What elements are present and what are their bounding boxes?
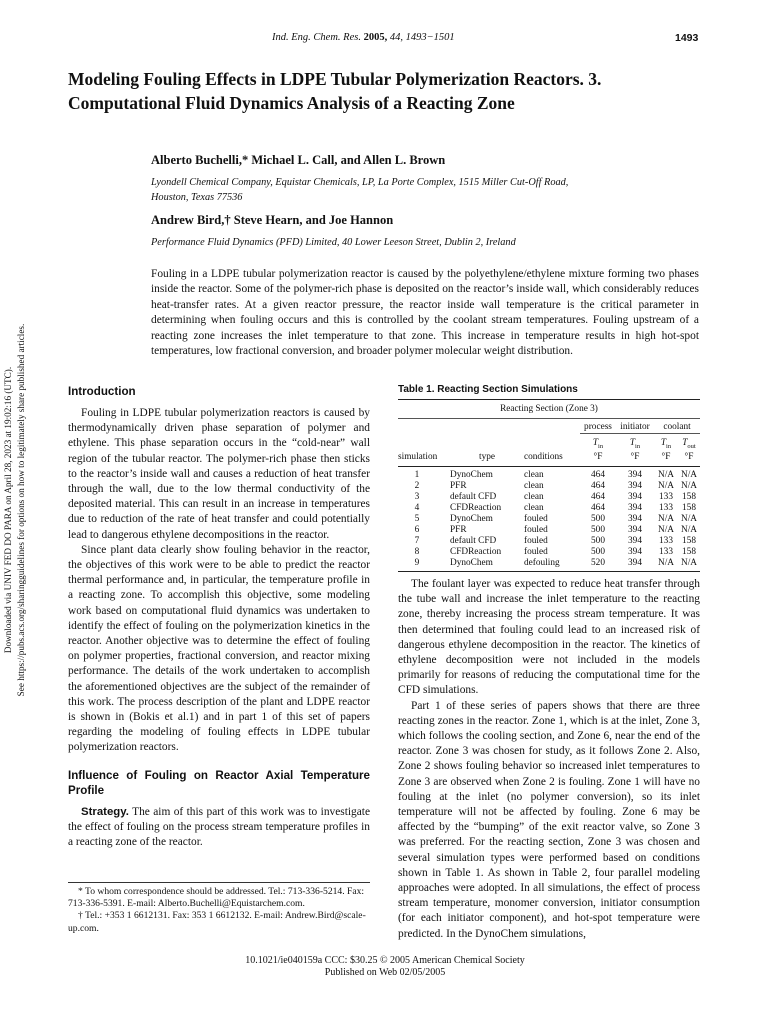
footnotes [68, 882, 370, 935]
cell-coolant-tin: N/A [654, 558, 678, 572]
cell-initiator-tin: 394 [628, 502, 642, 513]
table-row [398, 525, 700, 536]
cell-type: PFR [450, 480, 467, 491]
cell-process-tin: 464 [591, 491, 605, 502]
cell-type: PFR [450, 524, 467, 535]
cell-initiator-tin: 394 [628, 524, 642, 535]
cell-coolant-tout: N/A [680, 524, 697, 535]
col-process-header: process [580, 419, 616, 434]
affiliation-1-line-1: Lyondell Chemical Company, Equistar Chemicals, LP, La Porte Complex, 1515 Miller Cut-Off Road, [151, 177, 569, 188]
table-group-header: Reacting Section (Zone 3) [500, 404, 598, 414]
cell-coolant-tout: 158 [682, 502, 696, 513]
table-row [398, 466, 700, 481]
header-simulation: simulation [398, 452, 450, 467]
table-row [398, 492, 700, 503]
right-column [398, 577, 700, 942]
page-number: 1493 [675, 32, 699, 44]
cell-type: DynoChem [450, 558, 524, 572]
initiator-tin-header [616, 434, 654, 452]
header-conditions: conditions [524, 452, 580, 467]
affiliation-2: Performance Fluid Dynamics (PFD) Limited, 40 Lower Leeson Street, Dublin 2, Ireland [151, 237, 516, 248]
coolant-out-unit: °F [678, 452, 700, 467]
cell-coolant-tin: 133 [659, 502, 673, 513]
table-body [398, 466, 700, 571]
intro-paragraph-2: Since plant data clearly show fouling behavior in the reactor, the objectives of this work were to be able to predict the reactor thermal performance and, in particular, the temperature profile in a reacting zone. To accomplish this objective, some modeling work based on computational fluid dynamics was undertaken to identify the effect of fouling on the polymerization kinetics in the reactor. Another objective was to determine the effect of fouling on polymer properties, fractional conversion, and reactor mixing performance. The details of the work undertaken to accomplish the aforementioned objectives are the subject of the remainder of this work. The process description of the plant and LDPE reactor is shown in (Bokis et al.1) and in part 1 of this set of papers regarding the modeling of fouling effects in LDPE tubular polymerization reactors. [68, 543, 370, 754]
footer-doi-copyright: 10.1021/ie040159a CCC: $30.25 © 2005 American Chemical Society [245, 955, 525, 966]
abstract: Fouling in a LDPE tubular polymerization reactor is caused by the polyethylene/ethylene mixture forming two phases inside the reactor. Some of the polymer-rich phase is deposited on the reactor’s inside wall, which considerably reduces heat-transfer rates. At a given reactor pressure, the reactor inside wall temperature is the critical parameter in determining when fouling occurs and this is controlled by the coolant stream temperatures. Fouling upstream of a reacting zone increases the inlet temperature to that zone. This increase in temperature results in high hot-spot temperatures, low fractional conversion, and broader polymer molecular weight distribution. [151, 268, 699, 358]
cell-process-tin: 500 [591, 546, 605, 557]
cell-simulation: 9 [398, 558, 450, 572]
cell-process-tin: 464 [591, 502, 605, 513]
right-paragraph-2: Part 1 of these series of papers shows that there are three reacting zones in the reactor. Zone 1, which is at the inlet, Zone 3, which follows the cooling section, and Zone 6, near the end of the reactor. Zone 3 was chosen for study, as it follows Zone 2. Also, Zone 2 shows fouling behavior so increased inlet temperatures to Zone 3 are observed when Zone 2 is fouling. Zone 1 will have no fouling at the inlet (no polymer conversion), so its inlet temperature will not be affected by fouling. Zone 6 may be affected by the “bumping” of the exit reactor valve, so Zone 3 was preferred. For the reacting section, Zone 3 was chosen and several simulation types were performed based on conditions shown in Table 1. As shown in Table 2, four parallel modeling approaches were adopted. In all simulations, the effect of process stream temperature, monomer conversion, initiator consumption (for each initiator component), and hot-spot temperature were predicted. In the DynoChem simulations, [398, 699, 700, 940]
left-column [68, 384, 370, 850]
download-sidebar [0, 300, 30, 720]
col-coolant-header: coolant [654, 419, 700, 434]
journal-pages: 1493−1501 [405, 32, 455, 43]
coolant-tout-symbol: T [682, 438, 688, 448]
simulations-table [398, 399, 700, 572]
cell-initiator-tin: 394 [628, 469, 642, 480]
running-header [0, 32, 768, 48]
cell-simulation: 2 [414, 480, 420, 491]
cell-process-tin: 464 [591, 480, 605, 491]
initiator-tin-symbol: T [629, 438, 636, 448]
coolant-tin-header [654, 434, 678, 452]
cell-type: DynoChem [450, 469, 493, 480]
table-row [398, 514, 700, 525]
cell-process-tin: 500 [591, 513, 605, 524]
download-sidebar-text [2, 324, 28, 697]
cell-coolant-tout: N/A [680, 469, 697, 480]
cell-coolant-tout: 158 [682, 535, 696, 546]
cell-initiator-tin: 394 [628, 480, 642, 491]
table-caption: Table 1. Reacting Section Simulations [398, 384, 578, 395]
cell-simulation: 5 [414, 513, 420, 524]
footnote-correspondence: * To whom correspondence should be addressed. Tel.: 713-336-5214. Fax: 713-336-5391. E-mail: Alberto.Buchelli@Equistarchem.com. [68, 886, 365, 910]
cell-process-tin: 500 [591, 535, 605, 546]
article-title: Modeling Fouling Effects in LDPE Tubular Polymerization Reactors. 3. Computational Fluid Dynamics Analysis of a Reacting Zone [68, 69, 602, 113]
affiliation-1 [151, 176, 711, 205]
process-unit: °F [580, 452, 616, 467]
table-row [398, 558, 700, 572]
cell-initiator-tin: 394 [628, 535, 642, 546]
strategy-run-in-head: Strategy. [81, 805, 129, 818]
right-paragraph-1: The foulant layer was expected to reduce heat transfer through the tube wall and increase the inlet temperature to the reacting zone, thereby increasing the process stream temperature. It was then determined that fouling could lead to an increased risk of dangerous ethylene decomposition in the reactor. The kinetics of ethylene decomposition were not included in the models primarily for reasons of reducing the computational time for the CFD simulations. [398, 578, 700, 697]
coolant-in-unit: °F [654, 452, 678, 467]
initiator-tin-sub: in [635, 442, 641, 450]
authors-group-2: Andrew Bird,† Steve Hearn, and Joe Hannon [151, 213, 394, 227]
cell-conditions: defouling [524, 558, 580, 572]
cell-simulation: 4 [414, 502, 420, 513]
cell-coolant-tout: 158 [682, 546, 696, 557]
process-tin-header [580, 434, 616, 452]
cell-coolant-tout: N/A [680, 480, 697, 491]
table-row [398, 481, 700, 492]
cell-coolant-tout: N/A [678, 558, 700, 572]
cell-coolant-tin: N/A [657, 513, 674, 524]
cell-conditions: fouled [524, 524, 548, 535]
cell-simulation: 1 [414, 469, 420, 480]
cell-conditions: fouled [524, 535, 548, 546]
footnote-dagger: † Tel.: +353 1 6612131. Fax: 353 1 6612132. E-mail: Andrew.Bird@scale-up.com. [68, 910, 366, 934]
cell-conditions: clean [524, 469, 544, 480]
intro-paragraph-1: Fouling in LDPE tubular polymerization reactors is caused by thermodynamically driven phase separation of polymer and ethylene. This phase separation occurs in the “cold-near” wall region of the tubular reactor. The polymer-rich phase then sticks to the reactor’s inside wall and causes a reduction of heat transfer through the wall, due to the low thermal conductivity of the deposited material. This can result in an increase in temperatures due to reduction of the rate of heat transfer and could potentially lead to dangerous ethylene decompositions in the reactor. [68, 407, 370, 541]
journal-year: 2005, [363, 32, 388, 43]
cell-initiator-tin: 394 [628, 491, 642, 502]
cell-coolant-tin: N/A [657, 469, 674, 480]
journal-volume: 44, [389, 32, 403, 43]
cell-coolant-tin: 133 [659, 491, 673, 502]
table-row [398, 503, 700, 514]
cell-type: default CFD [450, 491, 497, 502]
cell-coolant-tin: N/A [657, 524, 674, 535]
cell-conditions: fouled [524, 546, 548, 557]
cell-initiator-tin: 394 [628, 546, 642, 557]
table-row [398, 547, 700, 558]
cell-coolant-tin: N/A [657, 480, 674, 491]
cell-type: DynoChem [450, 513, 493, 524]
col-initiator-header: initiator [616, 419, 654, 434]
coolant-tout-sub: out [687, 442, 696, 450]
cell-simulation: 8 [414, 546, 420, 557]
header-type: type [450, 452, 524, 467]
cell-initiator-tin: 394 [616, 558, 654, 572]
cell-conditions: clean [524, 502, 544, 513]
section-2-heading: Influence of Fouling on Reactor Axial Temperature Profile [68, 768, 370, 797]
process-tin-symbol: T [592, 438, 599, 448]
coolant-tout-header [678, 434, 700, 452]
cell-process-tin: 464 [591, 469, 605, 480]
coolant-tin-sub: in [666, 442, 672, 450]
authors-group-1: Alberto Buchelli,* Michael L. Call, and Allen L. Brown [151, 153, 446, 167]
cell-conditions: fouled [524, 513, 548, 524]
cell-conditions: clean [524, 491, 544, 502]
strategy-text: The aim of this part of this work was to investigate the effect of fouling on the process stream temperature profiles in a reacting zone of the reactor. [68, 805, 370, 849]
cell-initiator-tin: 394 [628, 513, 642, 524]
cell-coolant-tout: N/A [680, 513, 697, 524]
cell-simulation: 7 [414, 535, 420, 546]
coolant-tin-symbol: T [660, 438, 667, 448]
table-1 [398, 384, 700, 572]
cell-coolant-tout: 158 [682, 491, 696, 502]
sharing-guidelines-link[interactable]: See https://pubs.acs.org/sharingguidelines for options on how to legitimately share published articles. [16, 323, 26, 697]
cell-process-tin: 520 [580, 558, 616, 572]
download-notice: Downloaded via UNIV FED DO PARA on April 28, 2023 at 19:02:16 (UTC). [3, 366, 13, 654]
cell-type: CFDReaction [450, 546, 502, 557]
affiliation-1-line-2: Houston, Texas 77536 [151, 191, 243, 203]
initiator-unit: °F [616, 452, 654, 467]
journal-citation [272, 32, 455, 43]
cell-type: default CFD [450, 535, 497, 546]
cell-simulation: 6 [414, 524, 420, 535]
cell-type: CFDReaction [450, 502, 502, 513]
cell-conditions: clean [524, 480, 544, 491]
cell-simulation: 3 [414, 491, 420, 502]
cell-coolant-tin: 133 [659, 535, 673, 546]
footer-published: Published on Web 02/05/2005 [324, 967, 446, 978]
process-tin-sub: in [598, 442, 604, 450]
cell-process-tin: 500 [591, 524, 605, 535]
introduction-heading: Introduction [68, 385, 136, 398]
cell-coolant-tin: 133 [659, 546, 673, 557]
table-row [398, 536, 700, 547]
strategy-paragraph [68, 805, 370, 851]
journal-name: Ind. Eng. Chem. Res. [272, 32, 361, 43]
